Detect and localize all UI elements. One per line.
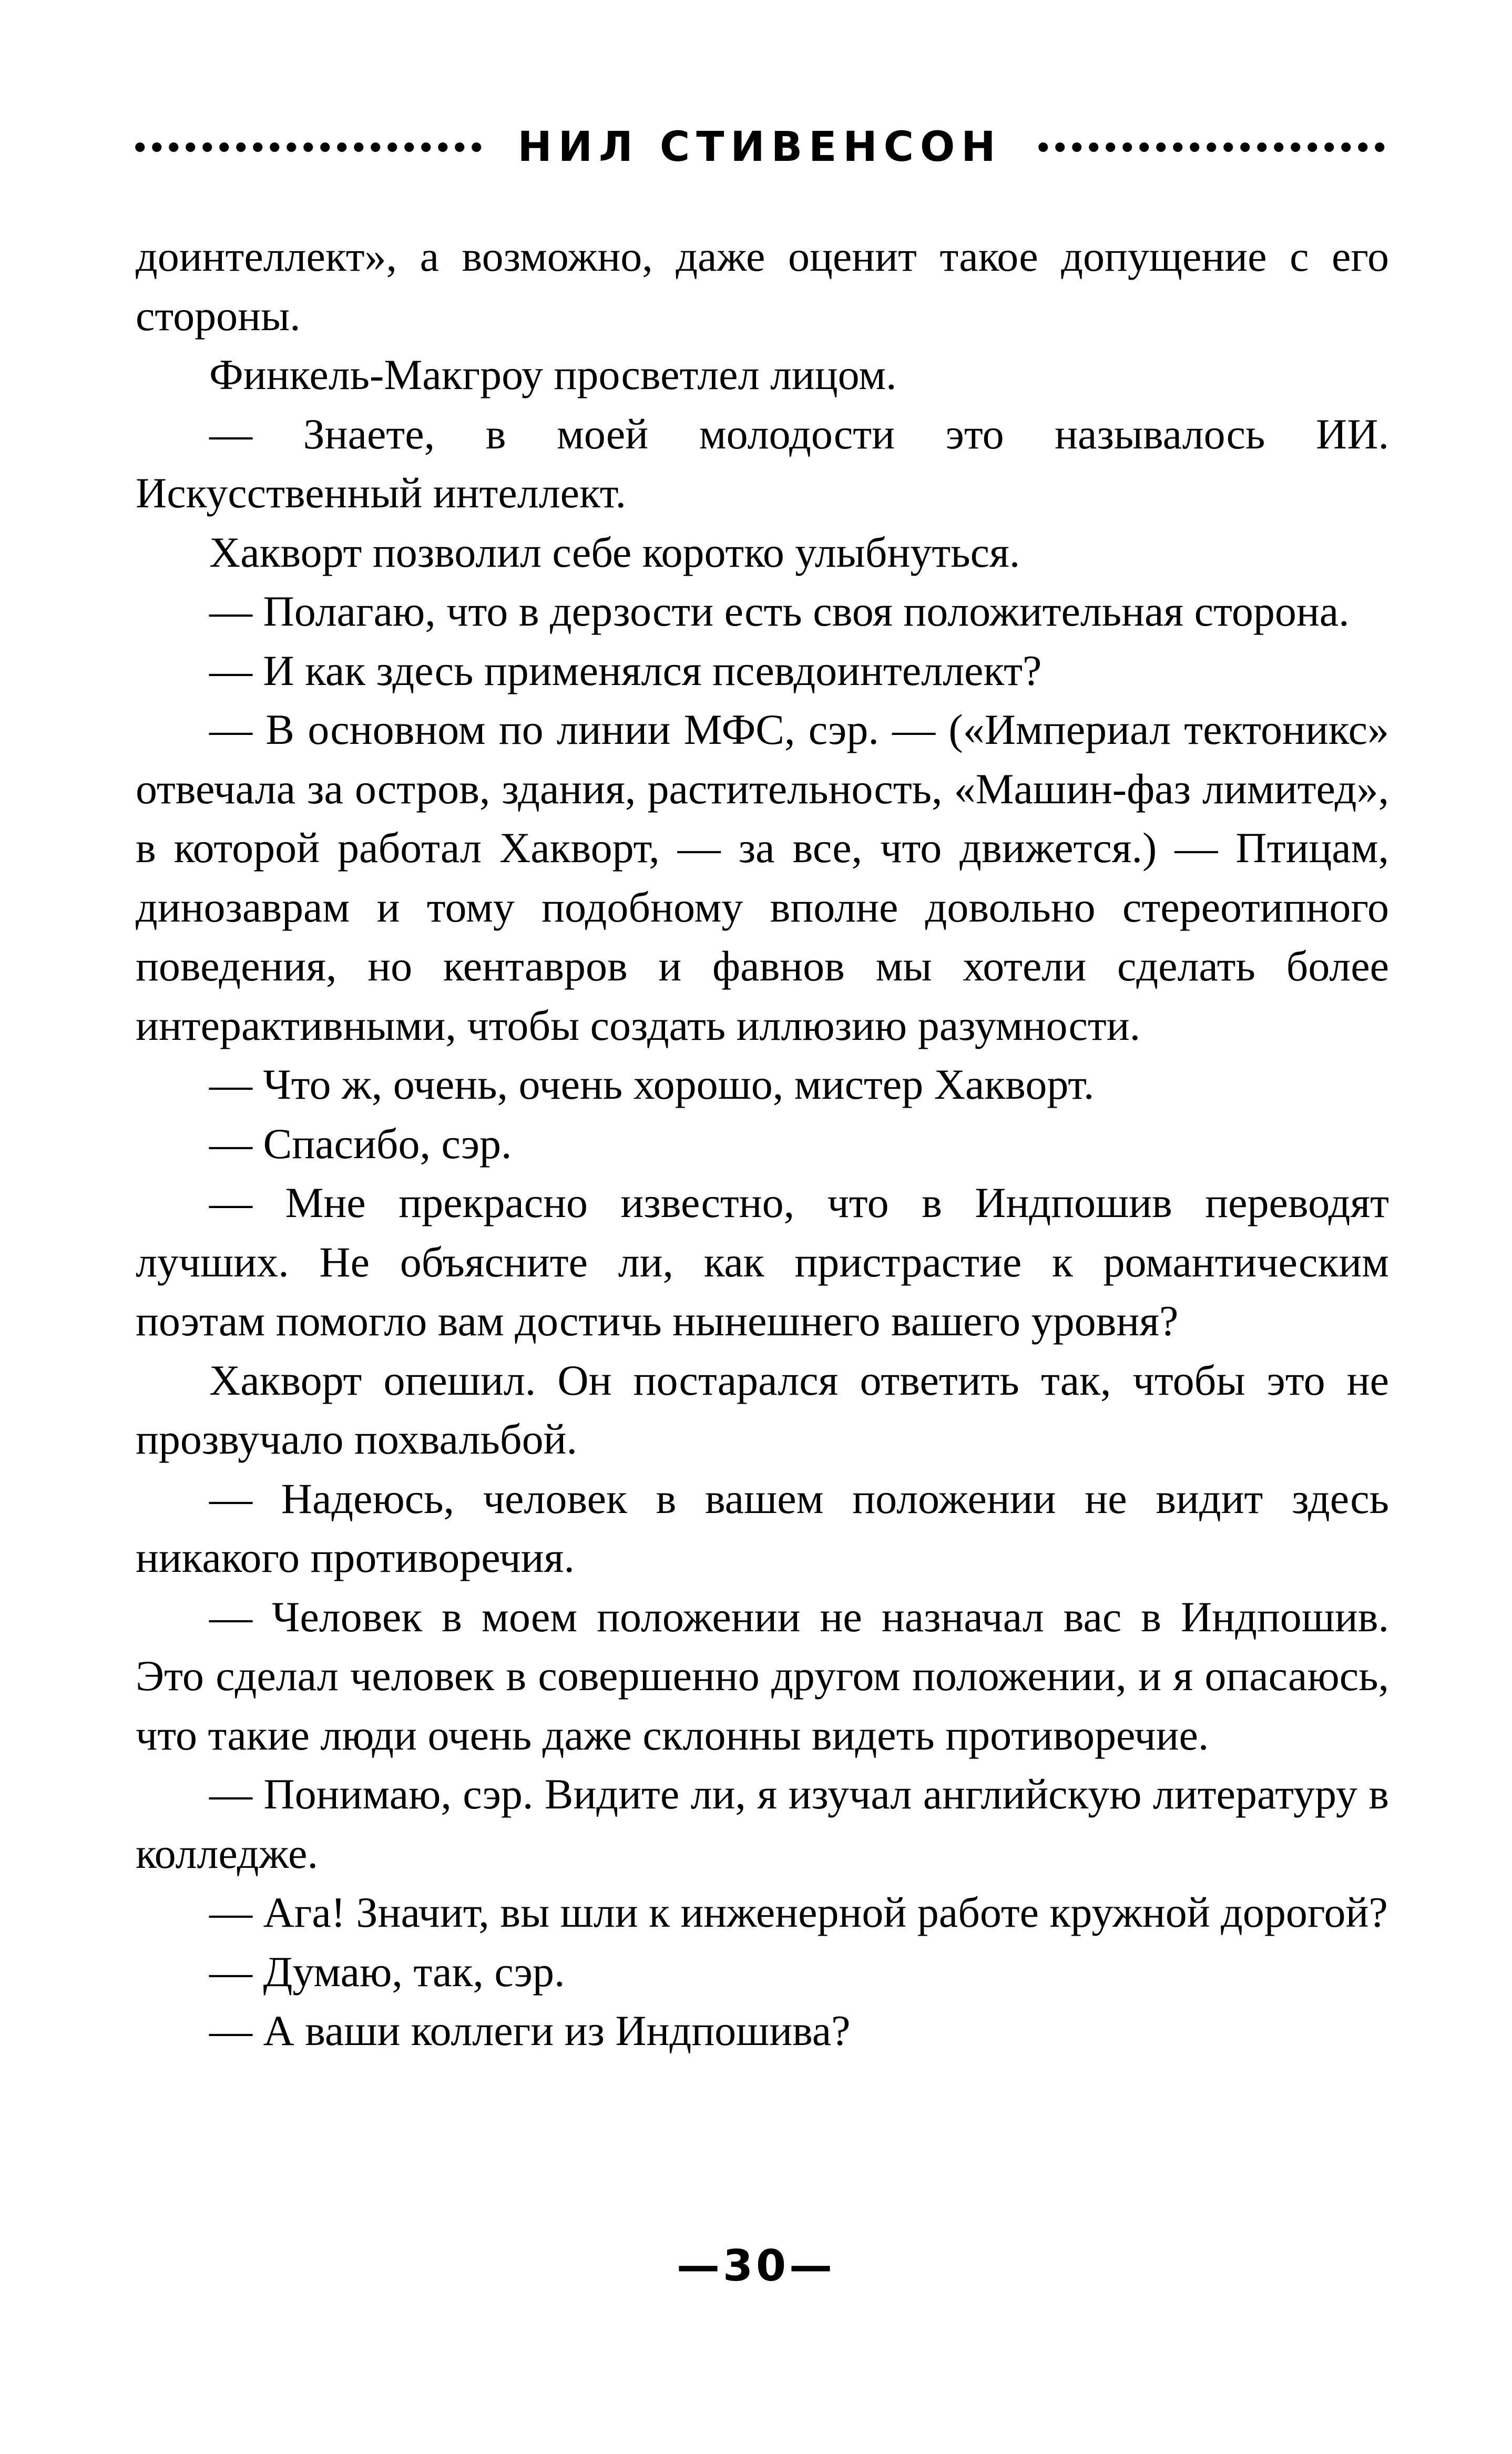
paragraph: — Полагаю, что в дерзости есть своя положительная сторона. <box>209 587 1350 635</box>
running-header <box>131 118 1388 176</box>
paragraph: — Человек в моем положении не назначал вас в Индпошив. Это сделал человек в совершенно другом положении, и я опасаюсь, что такие люди очень даже склонны видеть противоречие. <box>136 1592 1389 1759</box>
page-number: —30— <box>676 2241 836 2291</box>
paragraph: — Спасибо, сэр. <box>209 1119 512 1168</box>
header-dots-right <box>1035 141 1388 153</box>
paragraph: — И как здесь применялся псевдоинтеллект? <box>209 646 1042 694</box>
paragraph: — Надеюсь, человек в вашем положении не видит здесь никакого противоречия. <box>136 1474 1389 1581</box>
paragraph: — Мне прекрасно известно, что в Индпошив переводят лучших. Не объясните ли, как пристрастие к романтическим поэтам помогло вам достичь нынешнего вашего уровня? <box>136 1179 1389 1345</box>
paragraph: Хакворт позволил себе коротко улыбнуться. <box>209 528 1020 576</box>
paragraph: — Знаете, в моей молодости это называлось ИИ. Искусственный интеллект. <box>136 410 1389 517</box>
running-title: НИЛ СТИВЕНСОН <box>517 124 1002 171</box>
body-text <box>136 227 1389 2061</box>
header-dots-left <box>131 141 485 153</box>
paragraph: доинтеллект», а возможно, даже оценит такое допущение с его стороны. <box>136 232 1389 340</box>
paragraph: — А ваши коллеги из Индпошива? <box>209 2007 851 2054</box>
paragraph: Финкель-Макгроу просветлел лицом. <box>209 351 897 398</box>
paragraph: — Ага! Значит, вы шли к инженерной работе кружной дорогой? <box>209 1888 1388 1936</box>
paragraph: — Думаю, так, сэр. <box>209 1947 565 1996</box>
paragraph: — В основном по линии МФС, сэр. — («Империал тектоникс» отвечала за остров, здания, растительность, «Машин-фаз лимитед», в которой работал Хакворт, — за все, что движется.) — Птицам, динозаврам и тому подобному вполне довольно стереотипного поведения, но кентавров и фавнов мы хотели сделать более интерактивными, чтобы создать иллюзию разумности. <box>136 705 1389 1049</box>
paragraph: — Что ж, очень, очень хорошо, мистер Хакворт. <box>209 1060 1095 1108</box>
paragraph: Хакворт опешил. Он постарался ответить так, чтобы это не прозвучало похвальбой. <box>136 1356 1389 1463</box>
paragraph: — Понимаю, сэр. Видите ли, я изучал английскую литературу в колледже. <box>136 1770 1389 1877</box>
